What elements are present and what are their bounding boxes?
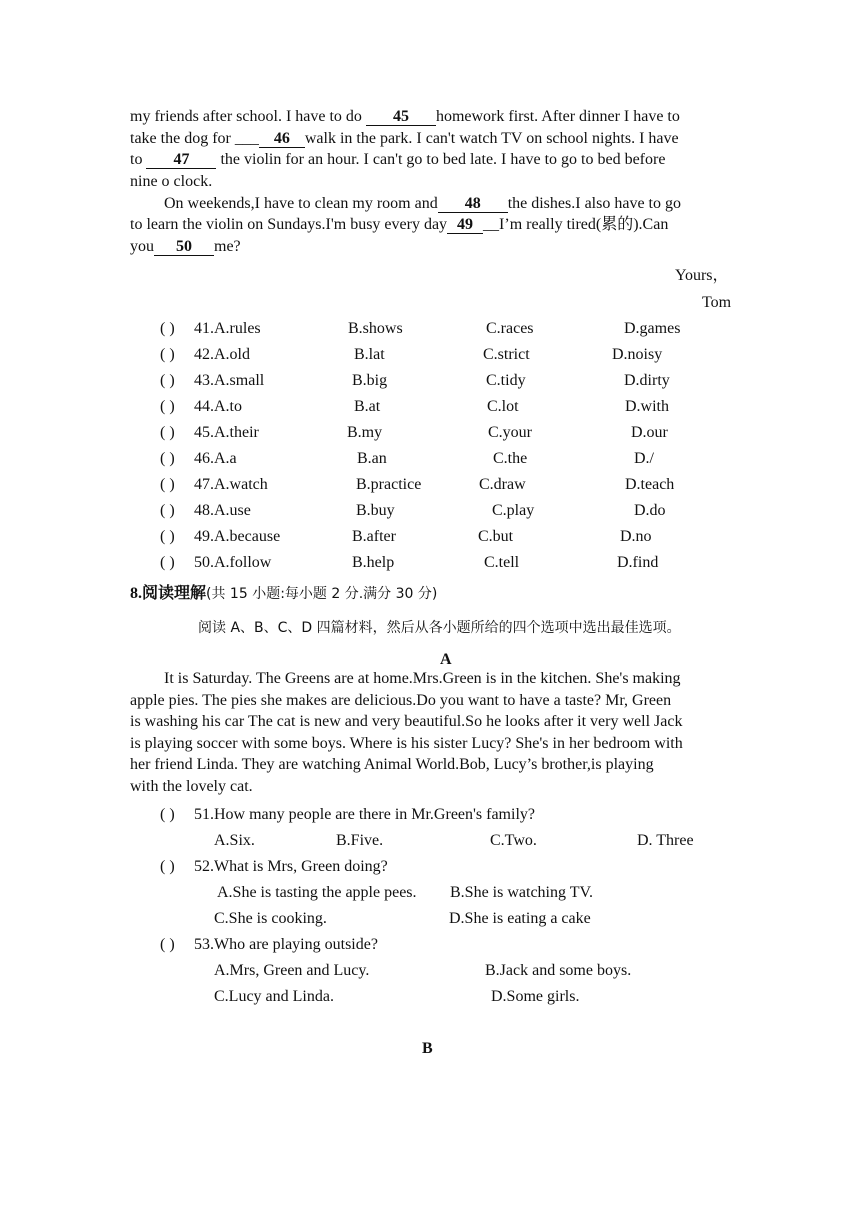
letter-line: nine o clock. [130, 173, 213, 190]
cloze-paren: ( ) [160, 476, 175, 493]
letter-line [130, 215, 668, 235]
text: take the dog for ___ [130, 130, 259, 147]
blank-48: 48 [438, 195, 508, 213]
passage-line: apple pies. The pies she makes are delicious.Do you want to have a taste? Mr, Green [130, 692, 672, 709]
letter-line [130, 237, 241, 257]
option-d: D.do [634, 502, 666, 519]
option-a: A.Mrs, Green and Lucy. [214, 962, 370, 979]
blank-47: 47 [146, 151, 216, 169]
cloze-paren: ( ) [160, 398, 175, 415]
option-b: B.help [352, 554, 395, 571]
option-b: B.buy [356, 502, 395, 519]
cloze-paren: ( ) [160, 502, 175, 519]
option-a: A.rules [214, 320, 261, 337]
cloze-paren: ( ) [160, 372, 175, 389]
option-a: A.follow [214, 554, 272, 571]
letter-line [130, 150, 665, 170]
blank-46: 46 [259, 130, 305, 148]
option-a: A.watch [214, 476, 268, 493]
cloze-number [194, 449, 237, 469]
option-a: A.She is tasting the apple pees. [217, 884, 417, 901]
cloze-number [194, 501, 251, 521]
cloze-number [194, 553, 271, 573]
text: 45. [194, 424, 214, 441]
option-d: D. Three [637, 832, 694, 849]
option-a: A.a [214, 450, 237, 467]
passage-label: A [440, 651, 452, 668]
option-c: C.She is cooking. [214, 910, 327, 927]
text: to [130, 151, 147, 168]
option-b: B.shows [348, 320, 403, 337]
text: the violin for an hour. I can't go to bed late. I have to go to bed before [216, 151, 666, 168]
option-d: D.with [625, 398, 669, 415]
passage-line: with the lovely cat. [130, 778, 253, 795]
option-d: D.find [617, 554, 659, 571]
letter-line [164, 194, 681, 214]
option-d: D.noisy [612, 346, 663, 363]
text: 44. [194, 398, 214, 415]
question-stem: 52.What is Mrs, Green doing? [194, 858, 388, 875]
passage-line: is playing soccer with some boys. Where is his sister Lucy? She's in her bedroom with [130, 735, 683, 752]
cloze-number [194, 345, 250, 365]
option-d: D.games [624, 320, 681, 337]
option-b: B.Five. [336, 832, 384, 849]
text: walk in the park. I can't watch TV on school nights. I have [304, 130, 679, 147]
text: 48. [194, 502, 214, 519]
option-a: A.to [214, 398, 242, 415]
passage-line: It is Saturday. The Greens are at home.Mrs.Green is in the kitchen. She's making [164, 670, 681, 687]
blank-45: 45 [366, 108, 436, 126]
letter-signature: Tom [702, 294, 732, 311]
option-b: B.after [352, 528, 396, 545]
text: 49. [194, 528, 214, 545]
question-paren: ( ) [160, 806, 175, 823]
option-b: B.Jack and some boys. [485, 962, 632, 979]
blank-49: 49 [447, 216, 483, 234]
option-d: D.Some girls. [491, 988, 580, 1005]
text: 46. [194, 450, 214, 467]
option-d: D.no [620, 528, 652, 545]
option-b: B.lat [354, 346, 385, 363]
question-paren: ( ) [160, 936, 175, 953]
text: to learn the violin on Sundays.I'm busy every day [130, 216, 448, 233]
cloze-paren: ( ) [160, 528, 175, 545]
cloze-paren: ( ) [160, 424, 175, 441]
text: 41. [194, 320, 214, 337]
text: me? [214, 238, 241, 255]
option-c: C.tell [484, 554, 520, 571]
cloze-number [194, 371, 264, 391]
option-d: D.teach [625, 476, 675, 493]
option-c: C.races [486, 320, 534, 337]
text: 50. [194, 554, 214, 571]
option-a: A.their [214, 424, 259, 441]
option-c: C.your [488, 424, 532, 441]
option-d: D.our [631, 424, 668, 441]
text: On weekends,I have to clean my room and [164, 195, 438, 212]
option-b: B.my [347, 424, 383, 441]
question-paren: ( ) [160, 858, 175, 875]
option-c: C.Lucy and Linda. [214, 988, 334, 1005]
option-b: B.big [352, 372, 388, 389]
passage-label: B [422, 1040, 433, 1057]
option-a: A.small [214, 372, 265, 389]
text: 8.阅读理解 [130, 585, 207, 602]
text: the dishes.I also have to go [507, 195, 681, 212]
option-b: B.She is watching TV. [450, 884, 593, 901]
question-stem: 53.Who are playing outside? [194, 936, 378, 953]
cloze-paren: ( ) [160, 554, 175, 571]
text: (共 15 小题:每小题 2 分.满分 30 分) [206, 586, 438, 602]
option-a: A.old [214, 346, 250, 363]
passage-line: her friend Linda. They are watching Animal World.Bob, Lucy’s brother,is playing [130, 756, 654, 773]
option-c: C.but [478, 528, 514, 545]
option-a: A.use [214, 502, 251, 519]
option-c: C.strict [483, 346, 530, 363]
letter-line [130, 129, 679, 149]
cloze-paren: ( ) [160, 450, 175, 467]
cloze-paren: ( ) [160, 320, 175, 337]
cloze-paren: ( ) [160, 346, 175, 363]
option-a: A.Six. [214, 832, 255, 849]
option-c: C.lot [487, 398, 519, 415]
section-heading [130, 584, 437, 604]
text: homework first. After dinner I have to [435, 108, 680, 125]
option-d: D.She is eating a cake [449, 910, 591, 927]
option-b: B.an [357, 450, 387, 467]
option-d: D.dirty [624, 372, 670, 389]
option-b: B.at [354, 398, 381, 415]
text: you [130, 238, 154, 255]
option-c: C.tidy [486, 372, 526, 389]
letter-closing: Yours， [675, 267, 729, 284]
cloze-number [194, 319, 261, 339]
text: 42. [194, 346, 214, 363]
option-d: D./ [634, 450, 654, 467]
letter-line [130, 107, 680, 127]
text: my friends after school. I have to do [130, 108, 366, 125]
passage-line: is washing his car The cat is new and very beautiful.So he looks after it very well Jack [130, 713, 683, 730]
section-instruction: 阅读 A、B、C、D 四篇材料，然后从各小题所给的四个选项中选出最佳选项。 [198, 620, 681, 636]
option-c: C.the [493, 450, 528, 467]
blank-50: 50 [154, 238, 214, 256]
text: 43. [194, 372, 214, 389]
question-stem: 51.How many people are there in Mr.Green's family? [194, 806, 535, 823]
cloze-number [194, 397, 242, 417]
cloze-number [194, 527, 280, 547]
option-b: B.practice [356, 476, 422, 493]
text: __I’m really tired(累的).Can [483, 216, 669, 233]
option-c: C.Two. [490, 832, 537, 849]
text: 47. [194, 476, 214, 493]
cloze-number [194, 475, 268, 495]
cloze-number [194, 423, 259, 443]
option-c: C.play [492, 502, 535, 519]
option-a: A.because [214, 528, 281, 545]
option-c: C.draw [479, 476, 526, 493]
